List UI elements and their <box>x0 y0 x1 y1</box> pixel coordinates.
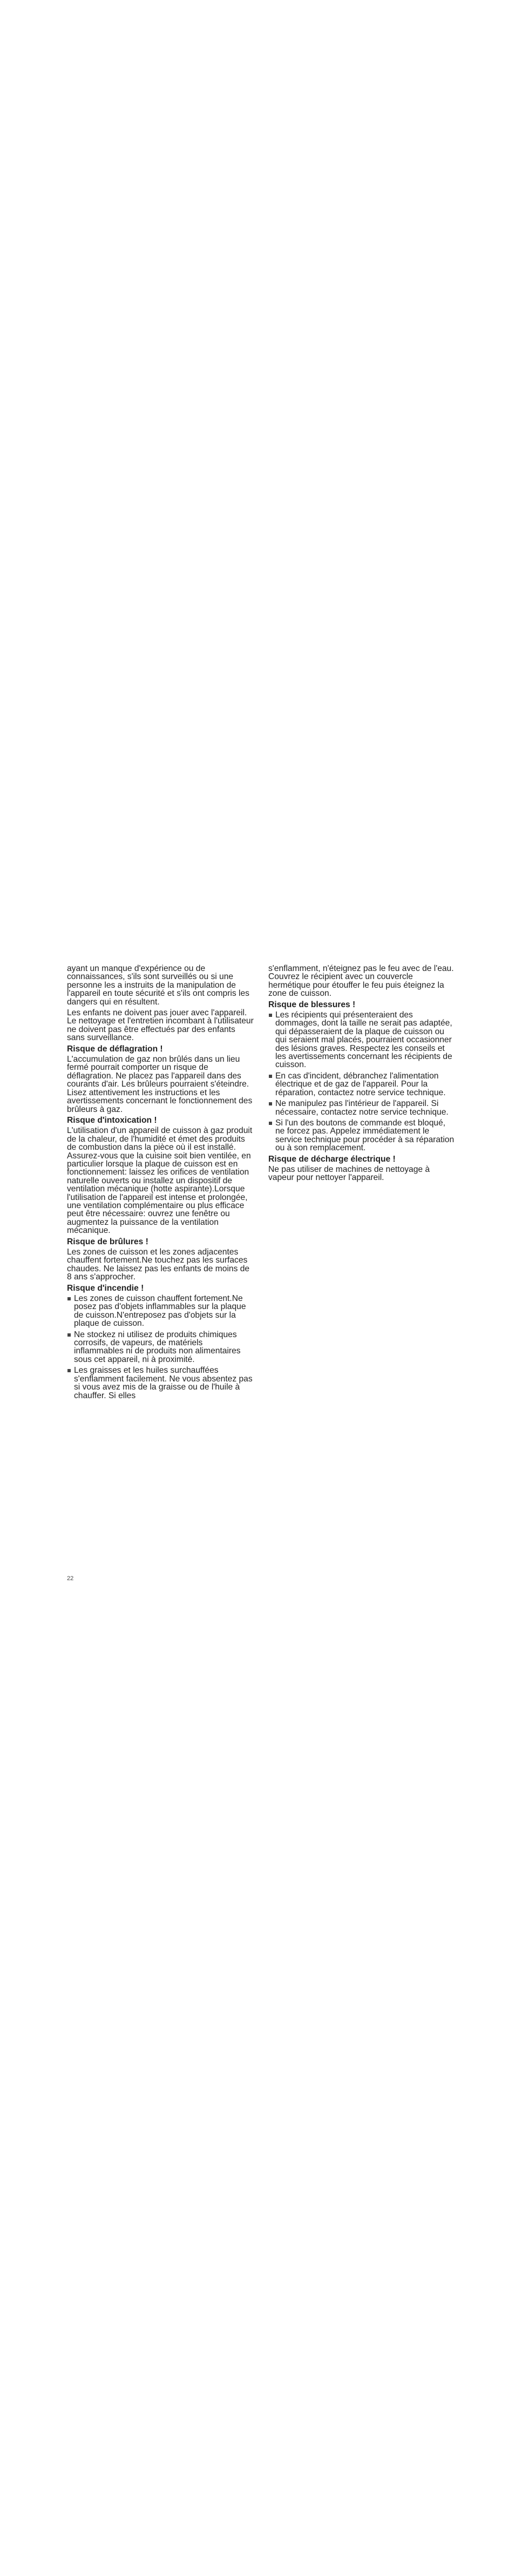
fire-heading: Risque d'incendie ! <box>67 1283 144 1293</box>
list-item <box>268 1100 455 1116</box>
list-item-text: Ne manipulez pas l'intérieur de l'appareil. Si nécessaire, contactez notre service technique. <box>275 1099 449 1117</box>
electric-paragraph: Ne pas utiliser de machines de nettoyage à vapeur pour nettoyer l'appareil. <box>268 1164 430 1183</box>
children-paragraph: Les enfants ne doivent pas jouer avec l'appareil. Le nettoyage et l'entretien incombant à l'utilisateur ne doivent pas être effectués par des enfants sans surveillance. <box>67 1008 254 1043</box>
right-column <box>268 965 455 1185</box>
list-item-text: En cas d'incident, débranchez l'alimentation électrique et de gaz de l'appareil. Pour la réparation, contactez notre service technique. <box>275 1071 446 1097</box>
electric-heading: Risque de décharge électrique ! <box>268 1154 396 1164</box>
bullet-square-icon <box>67 1333 71 1337</box>
list-item-text: Les zones de cuisson chauffent fortement.Ne posez pas d'objets inflammables sur la plaque de cuisson.N'entreposez pas d'objets sur la plaque de cuisson. <box>74 1294 246 1329</box>
burns-heading: Risque de brûlures ! <box>67 1237 148 1246</box>
list-item <box>67 1331 254 1364</box>
intoxication-heading: Risque d'intoxication ! <box>67 1115 157 1125</box>
fire-list <box>67 1294 254 1400</box>
deflagration-heading: Risque de déflagration ! <box>67 1044 163 1054</box>
list-item-text: Si l'un des boutons de commande est bloqué, ne forcez pas. Appelez immédiatement le service technique pour procéder à sa réparation ou à son remplacement. <box>275 1118 455 1153</box>
deflagration-paragraph: L'accumulation de gaz non brûlés dans un lieu fermé pourrait comporter un risque de déflagration. Ne placez pas l'appareil dans des courants d'air. Les brûleurs pourraient s'éteindre. Lisez attentivement les instructions et les avertissements concernant le fonctionnement des brûleurs à gaz. <box>67 1055 253 1114</box>
fire-continued-paragraph: s'enflamment, n'éteignez pas le feu avec de l'eau. Couvrez le récipient avec un couvercle hermétique pour étouffer le feu puis éteignez la zone de cuisson. <box>268 964 454 999</box>
list-item <box>67 1294 254 1328</box>
list-item-text: Ne stockez ni utilisez de produits chimiques corrosifs, de vapeurs, de matériels inflammables ni de produits non alimentaires sous cet appareil, ni à proximité. <box>74 1330 241 1364</box>
list-item <box>268 1072 455 1097</box>
page-number: 22 <box>67 1575 74 1582</box>
bullet-square-icon <box>269 1122 272 1125</box>
injury-list <box>268 1011 455 1152</box>
list-item <box>268 1119 455 1152</box>
bullet-square-icon <box>67 1297 71 1300</box>
bullet-square-icon <box>67 1369 71 1372</box>
bullet-square-icon <box>269 1102 272 1105</box>
burns-paragraph: Les zones de cuisson et les zones adjacentes chauffent fortement.Ne touchez pas les surfaces chaudes. Ne laissez pas les enfants de moins de 8 ans s'approcher. <box>67 1247 250 1282</box>
intro-paragraph: ayant un manque d'expérience ou de connaissances, s'ils sont surveillés ou si une personne les a instruits de la manipulation de l'appareil en toute sécurité et s'ils ont compris les dangers qui en résultent. <box>67 964 249 1007</box>
bullet-square-icon <box>269 1075 272 1078</box>
bullet-square-icon <box>269 1014 272 1017</box>
list-item-text: Les graisses et les huiles surchauffées s'enflamment facilement. Ne vous absentez pas si vous avez mis de la graisse ou de l'huile à chauffer. Si elles <box>74 1366 253 1400</box>
list-item <box>67 1366 254 1400</box>
intoxication-paragraph: L'utilisation d'un appareil de cuisson à gaz produit de la chaleur, de l'humidité et émet des produits de combustion dans la pièce où il est installé. Assurez-vous que la cuisine soit bien ventilée, en particulier lorsque la plaque de cuisson est en fonctionnement: laissez les orifices de ventilation naturelle ouverts ou installez un dispositif de ventilation mécanique (hotte aspirante).Lorsque l'utilisation de l'appareil est intense et prolongée, une ventilation complémentaire ou plus efficace peut être nécessaire: ouvrez une fenêtre ou augmentez la puissance de la ventilation mécanique. <box>67 1126 253 1236</box>
list-item <box>268 1011 455 1069</box>
injury-heading: Risque de blessures ! <box>268 1000 356 1009</box>
left-column <box>67 965 254 1402</box>
list-item-text: Les récipients qui présenteraient des dommages, dont la taille ne serait pas adaptée, qui dépasseraient de la plaque de cuisson ou qui seraient mal placés, pourraient occasionner des lésions graves. Respectez les conseils et les avertissements concernant les récipients de cuisson. <box>275 1010 452 1070</box>
